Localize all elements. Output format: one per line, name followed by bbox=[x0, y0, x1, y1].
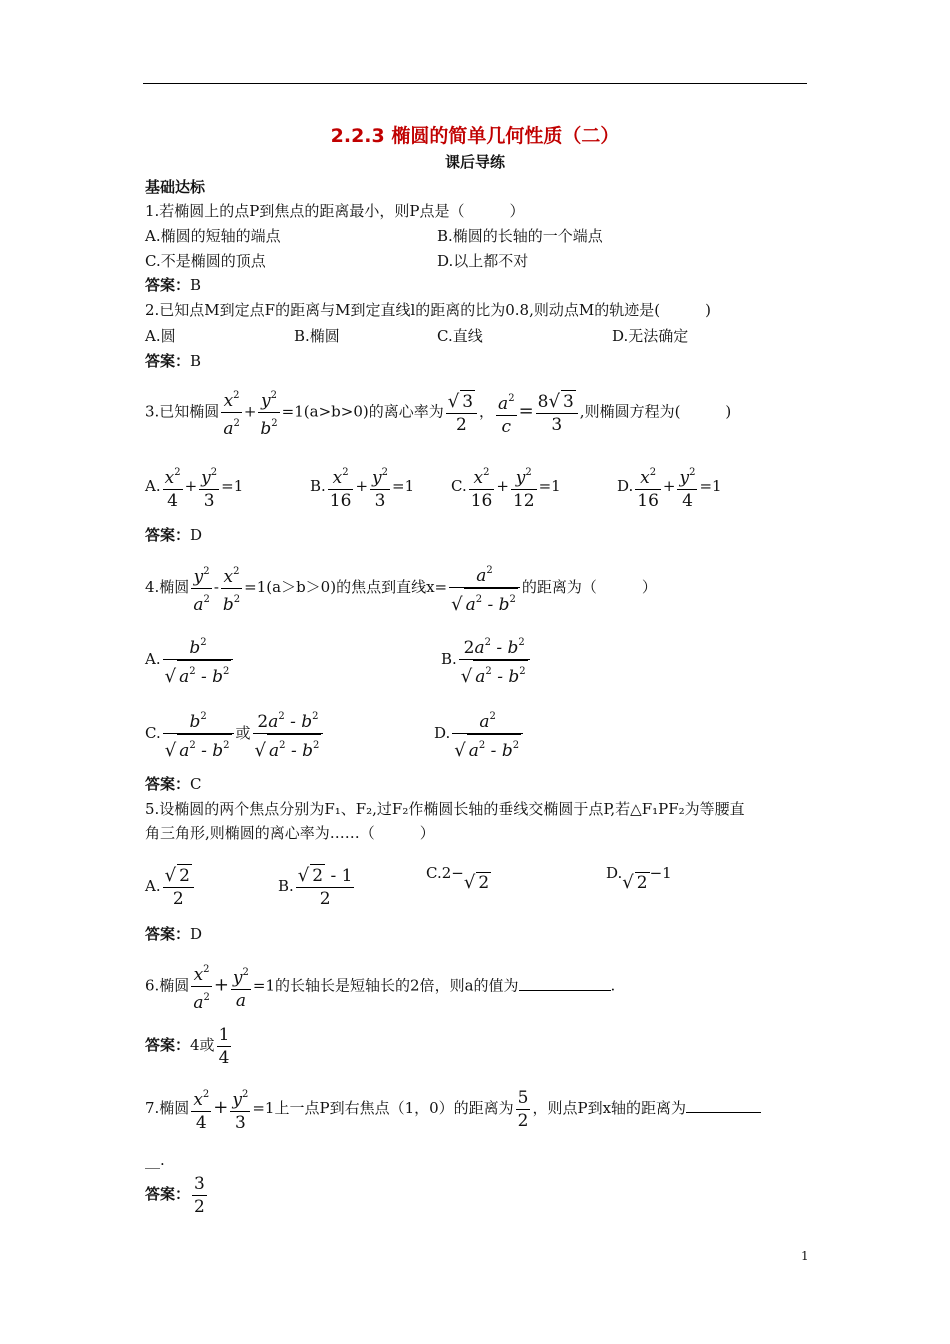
q1-stem: 1.若椭圆上的点P到焦点的距离最小，则P点是（ ） bbox=[145, 202, 525, 220]
q5-stem-line2: 角三角形,则椭圆的离心率为……（ ） bbox=[145, 824, 435, 842]
q3-option-d: D. $\frac{x^2}{16}$ + $\frac{y^2}{4}$ =1 bbox=[617, 460, 722, 512]
page-subtitle: 课后导练 bbox=[444, 153, 505, 171]
q4-option-d: D. $\frac{a^2}{√ a^2 - b^2}$ bbox=[434, 706, 525, 762]
formula-sqrt3-over-2: $\frac{√ 3}{2}$ bbox=[446, 390, 477, 436]
q5-option-a: A. $\frac{√ 2}{2}$ bbox=[145, 860, 196, 912]
q2-option-b: B.椭圆 bbox=[294, 327, 340, 345]
q5-answer: 答案：D bbox=[145, 925, 203, 943]
header-rule bbox=[143, 83, 807, 84]
q1-answer-value: B bbox=[190, 276, 202, 294]
q4-option-b: B. $\frac{2a^2 - b^2}{√ a^2 - b^2}$ bbox=[441, 632, 532, 688]
q5-option-d: D.√ 2 −1 bbox=[606, 864, 672, 893]
q3-stem: 3.已知椭圆 $\frac{x^2}{a^2}$ + $\frac{y^2}{b^2}$ =1(a>b>0)的离心率为 $\frac{√ 3}{2}$ ， $\frac{a^2}{c}$ = $\frac{8√ 3}{3}$ ,则椭圆方程为( ) bbox=[145, 385, 731, 440]
q1-option-a: A.椭圆的短轴的端点 bbox=[145, 227, 281, 245]
q1-answer bbox=[145, 275, 201, 295]
formula-a2-over-c: $\frac{a^2}{c}$ bbox=[496, 388, 517, 438]
q2-option-d: D.无法确定 bbox=[612, 327, 689, 345]
q4-option-a: A. $\frac{b^2}{√ a^2 - b^2}$ bbox=[145, 632, 235, 688]
section-heading: 基础达标 bbox=[145, 178, 206, 196]
q5-stem-line1: 5.设椭圆的两个焦点分别为F₁、F₂,过F₂作椭圆长轴的垂线交椭圆于点P,若△F₁PF₂为等腰直 bbox=[145, 800, 745, 818]
q7-answer-blank[interactable] bbox=[686, 1112, 761, 1113]
q2-option-c: C.直线 bbox=[437, 327, 483, 345]
formula-8sqrt3-over-3: $\frac{8√ 3}{3}$ bbox=[536, 390, 578, 436]
answer-label: 答案： bbox=[145, 276, 191, 294]
q1-option-b: B.椭圆的长轴的一个端点 bbox=[437, 227, 603, 245]
q4-option-c: C. $\frac{b^2}{√ a^2 - b^2}$ 或 $\frac{2a^2 - b^2}{√ a^2 - b^2}$ bbox=[145, 706, 325, 762]
q7-answer: 答案： $\frac{3}{2}$ bbox=[145, 1173, 205, 1217]
page-number: 1 bbox=[801, 1249, 809, 1263]
q6-answer: 答案：4或 $\frac{1}{4}$ bbox=[145, 1024, 230, 1068]
formula-y2-over-b2: $\frac{y^2}{b^2}$ bbox=[258, 385, 279, 440]
q7-stem: 7.椭圆 $\frac{x^2}{4}$ + $\frac{y^2}{3}$ =1上一点P到右焦点（1，0）的距离为 $\frac{5}{2}$ ，则点P到x轴的距离为 bbox=[145, 1082, 761, 1134]
q3-option-b: B. $\frac{x^2}{16}$ + $\frac{y^2}{3}$ =1 bbox=[310, 460, 414, 512]
q7-tail: __. bbox=[145, 1151, 165, 1169]
q1-option-c: C.不是椭圆的顶点 bbox=[145, 252, 266, 270]
q6-answer-blank[interactable] bbox=[519, 990, 611, 991]
q2-option-a: A.圆 bbox=[145, 327, 176, 345]
q3-option-a: A. $\frac{x^2}{4}$ + $\frac{y^2}{3}$ =1 bbox=[145, 460, 243, 512]
q5-option-b: B. $\frac{√ 2 - 1}{2}$ bbox=[278, 865, 353, 909]
q5-option-c: C.2−√ 2 bbox=[426, 864, 490, 893]
formula-x2-over-a2: $\frac{x^2}{a^2}$ bbox=[221, 385, 242, 440]
q3-answer: 答案：D bbox=[145, 526, 203, 544]
q6-stem: 6.椭圆 $\frac{x^2}{a^2}$ + $\frac{y^2}{a}$ =1的长轴长是短轴长的2倍，则a的值为 . bbox=[145, 959, 615, 1014]
q2-answer: 答案：B bbox=[145, 352, 202, 370]
q1-option-d: D.以上都不对 bbox=[437, 252, 529, 270]
page-title: 2.2.3 椭圆的简单几何性质（二） bbox=[330, 125, 620, 147]
q2-stem: 2.已知点M到定点F的距离与M到定直线l的距离的比为0.8,则动点M的轨迹是( ) bbox=[145, 301, 711, 319]
q4-stem: 4.椭圆 $\frac{y^2}{a^2}$ - $\frac{x^2}{b^2}$ =1(a＞b＞0)的焦点到直线x= $\frac{a^2}{√ a^2 - b^2}$ 的距离为（ ） bbox=[145, 560, 657, 616]
q3-option-c: C. $\frac{x^2}{16}$ + $\frac{y^2}{12}$ =1 bbox=[451, 460, 561, 512]
q4-answer: 答案：C bbox=[145, 775, 202, 793]
